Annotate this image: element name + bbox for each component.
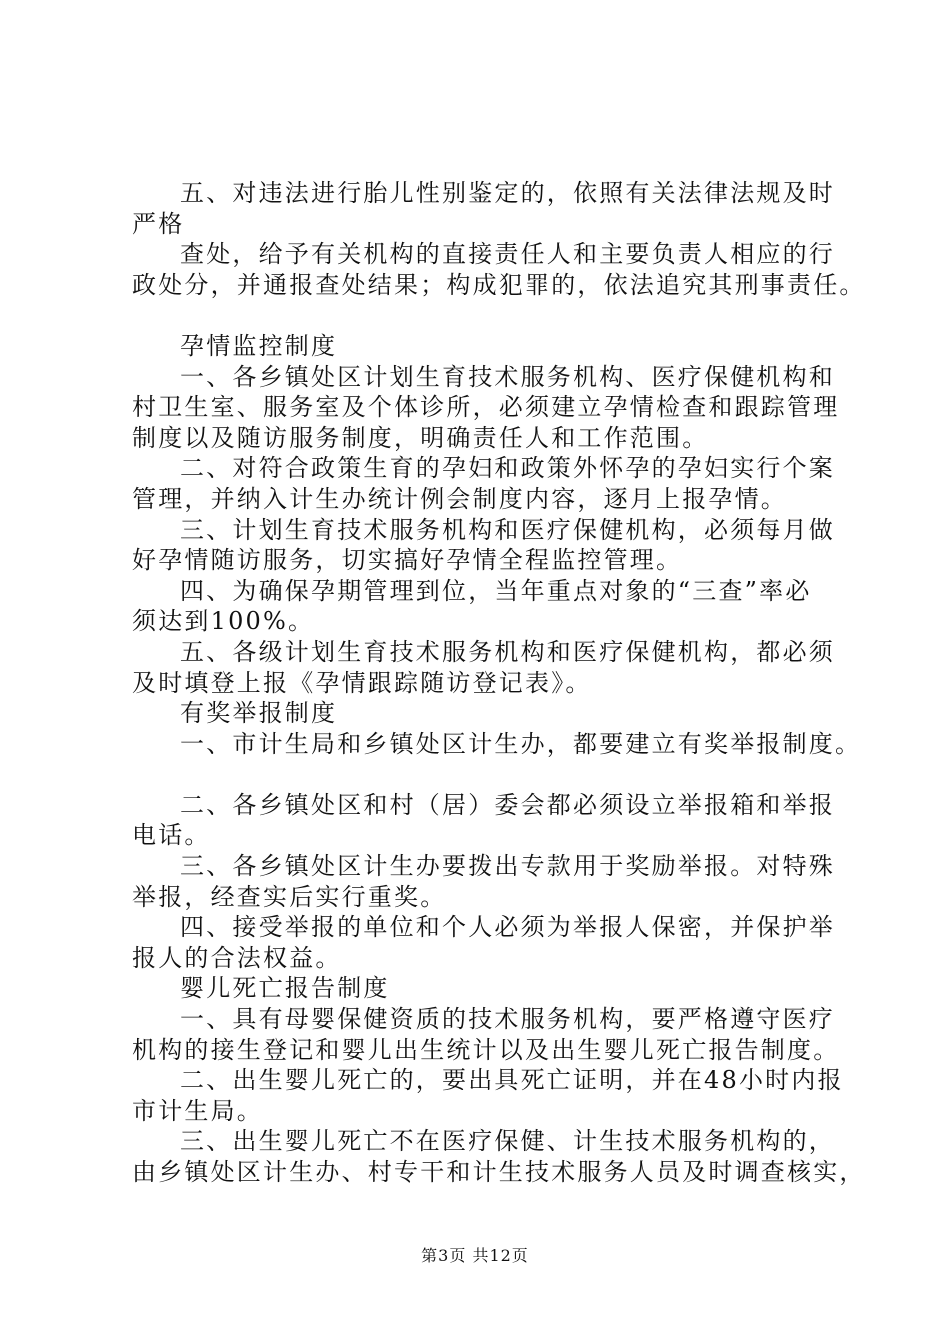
text-line: 机构的接生登记和婴儿出生统计以及出生婴儿死亡报告制度。 — [132, 1035, 840, 1064]
text-line: 举报，经查实后实行重奖。 — [132, 882, 447, 911]
text-line: 五、对违法进行胎儿性别鉴定的，依照有关法律法规及时 — [180, 179, 835, 207]
text-line: 二、各乡镇处区和村（居）委会都必须设立举报箱和举报 — [180, 790, 835, 819]
text-line: 婴儿死亡报告制度 — [180, 974, 390, 1003]
text-line: 一、具有母婴保健资质的技术服务机构，要严格遵守医疗 — [180, 1005, 835, 1034]
text-line: 二、出生婴儿死亡的，要出具死亡证明，并在48小时内报 — [180, 1066, 844, 1095]
text-line: 一、市计生局和乡镇处区计生办，都要建立有奖举报制度。 — [180, 729, 862, 758]
text-line: 严格 — [132, 209, 185, 238]
text-line: 查处，给予有关机构的直接责任人和主要负责人相应的行 — [180, 240, 835, 269]
text-line: 制度以及随访服务制度，明确责任人和工作范围。 — [132, 423, 709, 452]
text-line: 由乡镇处区计生办、村专干和计生技术服务人员及时调查核实， — [132, 1158, 866, 1186]
text-line: 三、各乡镇处区计生办要拨出专款用于奖励举报。对特殊 — [180, 852, 835, 881]
text-line: 政处分，并通报查处结果；构成犯罪的，依法追究其刑事责任。 — [132, 270, 866, 299]
text-line: 三、出生婴儿死亡不在医疗保健、计生技术服务机构的， — [180, 1127, 835, 1156]
text-line: 报人的合法权益。 — [132, 943, 342, 972]
text-line: 有奖举报制度 — [180, 699, 338, 728]
text-line: 四、为确保孕期管理到位，当年重点对象的“三查”率必 — [180, 576, 812, 605]
document-body — [132, 178, 866, 1188]
text-line: 五、各级计划生育技术服务机构和医疗保健机构，都必须 — [180, 637, 835, 666]
text-line: 管理，并纳入计生办统计例会制度内容，逐月上报孕情。 — [132, 484, 787, 513]
text-line: 三、计划生育技术服务机构和医疗保健机构，必须每月做 — [180, 515, 835, 544]
text-line: 四、接受举报的单位和个人必须为举报人保密，并保护举 — [180, 913, 835, 942]
text-line: 须达到100%。 — [132, 607, 315, 636]
page-footer: 第3页 共12页 — [421, 1246, 529, 1265]
blank-line — [132, 759, 852, 790]
text-line: 电话。 — [132, 821, 211, 850]
text-line: 好孕情随访服务，切实搞好孕情全程监控管理。 — [132, 546, 683, 575]
text-line: 市计生局。 — [132, 1096, 263, 1125]
blank-line — [132, 300, 852, 331]
text-line: 村卫生室、服务室及个体诊所，必须建立孕情检查和跟踪管理 — [132, 393, 840, 422]
text-line: 及时填登上报《孕情跟踪随访登记表》。 — [132, 668, 592, 697]
text-line: 一、各乡镇处区计划生育技术服务机构、医疗保健机构和 — [180, 362, 835, 391]
text-line: 二、对符合政策生育的孕妇和政策外怀孕的孕妇实行个案 — [180, 454, 835, 483]
text-line: 孕情监控制度 — [180, 331, 338, 360]
